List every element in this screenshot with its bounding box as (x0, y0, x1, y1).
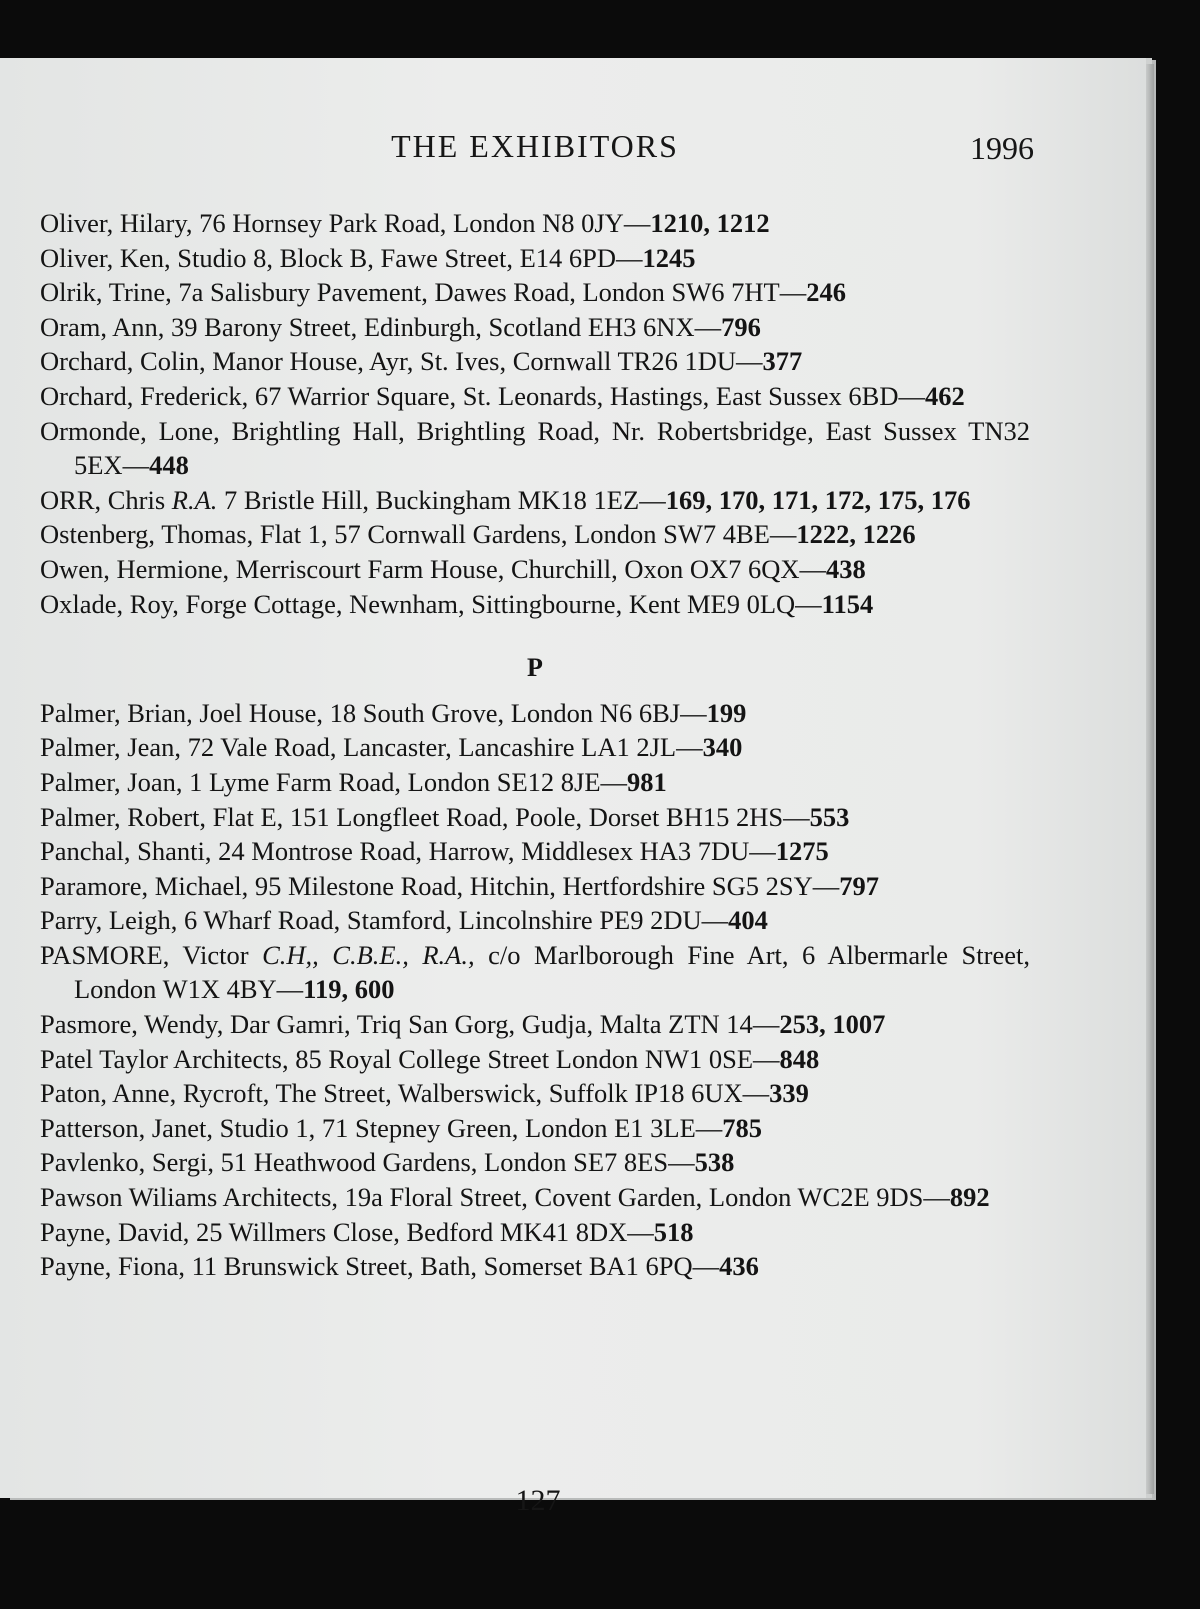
exhibitor-name: Pawson Wiliams Architects (40, 1182, 332, 1213)
exhibit-numbers: 1154 (821, 588, 874, 619)
exhibitor-entry: Panchal, Shanti, 24 Montrose Road, Harrow, Middlesex HA3 7DU—1275 (40, 836, 829, 867)
exhibitor-address: 1 Lyme Farm Road, London SE12 8JE (189, 766, 601, 797)
exhibitor-name: Pavlenko, Sergi (40, 1147, 208, 1178)
exhibitor-name: Payne, David (40, 1216, 183, 1247)
exhibitor-name: Palmer, Joan (40, 766, 176, 797)
book-page (0, 58, 1146, 1517)
exhibitor-entry: Palmer, Brian, Joel House, 18 South Grove, London N6 6BJ—199 (40, 697, 747, 728)
exhibit-numbers: 438 (826, 553, 866, 584)
exhibitor-entry: Payne, Fiona, 11 Brunswick Street, Bath, Somerset BA1 6PQ—436 (40, 1251, 759, 1282)
exhibitor-entry: Pavlenko, Sergi, 51 Heathwood Gardens, London SE7 8ES—538 (40, 1147, 735, 1178)
exhibitor-address: 51 Heathwood Gardens, London SE7 8ES (220, 1147, 669, 1178)
exhibitor-entry: Oxlade, Roy, Forge Cottage, Newnham, Sittingbourne, Kent ME9 0LQ—1154 (40, 588, 874, 619)
exhibitor-address: 19a Floral Street, Covent Garden, London WC2E 9DS (344, 1182, 924, 1213)
exhibitor-address: Rycroft, The Street, Walberswick, Suffolk IP18 6UX (182, 1078, 743, 1109)
exhibit-numbers: 448 (149, 450, 189, 481)
exhibitor-address: Studio 1, 71 Stepney Green, London E1 3LE (219, 1112, 696, 1143)
exhibitor-name: Paramore, Michael (40, 870, 242, 901)
exhibit-numbers: 339 (769, 1078, 809, 1109)
exhibitor-name: PASMORE, Victor (40, 939, 249, 970)
exhibitor-name: Patel Taylor Architects (40, 1043, 282, 1074)
exhibitor-entry: Paramore, Michael, 95 Milestone Road, Hitchin, Hertfordshire SG5 2SY—797 (40, 870, 880, 901)
exhibitor-address: 72 Vale Road, Lancaster, Lancashire LA1 2JL (187, 732, 677, 763)
exhibit-numbers: 796 (721, 311, 761, 342)
exhibit-numbers: 253, 1007 (779, 1009, 886, 1040)
exhibitor-address: 7 Bristle Hill, Buckingham MK18 1EZ (224, 484, 640, 515)
exhibit-numbers: 1245 (642, 242, 696, 273)
exhibitor-entry: Pasmore, Wendy, Dar Gamri, Triq San Gorg, Gudja, Malta ZTN 14—253, 1007 (40, 1009, 886, 1040)
exhibitor-entry: Owen, Hermione, Merriscourt Farm House, Churchill, Oxon OX7 6QX—438 (40, 553, 866, 584)
exhibitor-address: 24 Montrose Road, Harrow, Middlesex HA3 7DU (218, 836, 750, 867)
exhibitor-name: Palmer, Robert (40, 801, 200, 832)
exhibit-numbers: 199 (706, 697, 747, 728)
section-letter: P (527, 653, 543, 683)
exhibitor-address: Flat E, 151 Longfleet Road, Poole, Dorset BH15 2HS (212, 801, 784, 832)
exhibitor-name: Panchal, Shanti (40, 836, 205, 867)
exhibitor-address: Flat 1, 57 Cornwall Gardens, London SW7 4BE (259, 519, 770, 550)
exhibit-numbers: 892 (949, 1182, 990, 1213)
exhibitor-name: Palmer, Jean (40, 732, 175, 763)
exhibitor-name: Oliver, Hilary (40, 208, 186, 238)
exhibitor-name: Ormonde, Lone (40, 415, 214, 446)
exhibitor-address: Studio 8, Block B, Fawe Street, E14 6PD (177, 242, 617, 273)
exhibitor-name: Owen, Hermione (40, 553, 223, 584)
exhibitor-name: Oliver, Ken (40, 242, 165, 273)
exhibitor-address: Merriscourt Farm House, Churchill, Oxon OX7 6QX (235, 553, 800, 584)
exhibitor-entry: Oram, Ann, 39 Barony Street, Edinburgh, Scotland EH3 6NX—796 (40, 311, 761, 342)
exhibitor-name: ORR, Chris (40, 484, 166, 515)
exhibitor-address: 95 Milestone Road, Hitchin, Hertfordshire SG5 2SY (254, 870, 813, 901)
exhibitor-address: Dar Gamri, Triq San Gorg, Gudja, Malta ZTN 14 (229, 1009, 753, 1040)
exhibitor-name: Payne, Fiona (40, 1251, 179, 1282)
exhibitor-name: Orchard, Frederick (40, 380, 242, 411)
exhibitor-entry: Orchard, Colin, Manor House, Ayr, St. Ives, Cornwall TR26 1DU—377 (40, 346, 803, 377)
exhibitor-address: 76 Hornsey Park Road, London N8 0JY (199, 208, 624, 238)
exhibitor-address: 11 Brunswick Street, Bath, Somerset BA1 6PQ (191, 1251, 693, 1282)
exhibit-numbers: 169, 170, 171, 172, 175, 176 (665, 484, 971, 515)
exhibitor-name: Ostenberg, Thomas (40, 519, 247, 550)
exhibitor-name: Paton, Anne (40, 1078, 170, 1109)
exhibitor-entry: ORR, Chris R.A. 7 Bristle Hill, Buckingham MK18 1EZ—169, 170, 171, 172, 175, 176 (40, 484, 971, 515)
exhibitor-entry: Palmer, Robert, Flat E, 151 Longfleet Road, Poole, Dorset BH15 2HS—553 (40, 801, 850, 832)
exhibitor-title: C.H,, C.B.E., R.A., (262, 939, 475, 970)
exhibit-numbers: 1210, 1212 (650, 208, 770, 238)
exhibitor-entry: Patel Taylor Architects, 85 Royal College Street London NW1 0SE—848 (40, 1043, 820, 1074)
exhibit-numbers: 538 (694, 1147, 735, 1178)
header-year: 1996 (970, 130, 1034, 166)
exhibit-numbers: 518 (653, 1216, 694, 1247)
running-header (0, 128, 1146, 168)
exhibitor-name: Palmer, Brian (40, 697, 187, 728)
exhibit-numbers: 981 (627, 766, 667, 797)
exhibitor-address: Joel House, 18 South Grove, London N6 6BJ (199, 697, 681, 728)
exhibitor-name: Olrik, Trine (40, 277, 166, 308)
exhibitor-address: 7a Salisbury Pavement, Dawes Road, London SW6 7HT (178, 277, 780, 308)
exhibit-numbers: 785 (722, 1112, 763, 1143)
exhibitor-entry: Olrik, Trine, 7a Salisbury Pavement, Dawes Road, London SW6 7HT—246 (40, 277, 846, 308)
exhibitor-entry: Patterson, Janet, Studio 1, 71 Stepney Green, London E1 3LE—785 (40, 1112, 763, 1143)
exhibit-numbers: 404 (728, 905, 768, 936)
exhibitor-list-o (40, 206, 1030, 621)
exhibitor-entry: Palmer, Jean, 72 Vale Road, Lancaster, Lancashire LA1 2JL—340 (40, 732, 743, 763)
exhibitor-address: 25 Willmers Close, Bedford MK41 8DX (196, 1216, 628, 1247)
exhibitor-address: 85 Royal College Street London NW1 0SE (295, 1043, 754, 1074)
page-edge (1146, 64, 1154, 1494)
exhibit-numbers: 848 (779, 1043, 820, 1074)
exhibitor-name: Oxlade, Roy (40, 588, 173, 619)
exhibitor-name: Parry, Leigh (40, 905, 171, 936)
exhibitor-address: Forge Cottage, Newnham, Sittingbourne, Kent ME9 0LQ (185, 588, 796, 619)
exhibitor-entry: Oliver, Ken, Studio 8, Block B, Fawe Street, E14 6PD—1245 (40, 242, 696, 273)
exhibitor-entry: Orchard, Frederick, 67 Warrior Square, St. Leonards, Hastings, East Sussex 6BD—462 (40, 380, 965, 411)
exhibitor-entry: Paton, Anne, Rycroft, The Street, Walberswick, Suffolk IP18 6UX—339 (40, 1078, 809, 1109)
page-number: 127 (515, 1484, 561, 1517)
exhibitor-name: Pasmore, Wendy (40, 1009, 217, 1040)
exhibit-numbers: 119, 600 (303, 974, 395, 1005)
exhibit-numbers: 377 (762, 346, 803, 377)
exhibitor-name: Patterson, Janet (40, 1112, 207, 1143)
exhibit-numbers: 436 (719, 1251, 759, 1282)
exhibitor-name: Oram, Ann (40, 311, 158, 342)
exhibit-numbers: 246 (806, 277, 846, 308)
exhibitor-entry: Parry, Leigh, 6 Wharf Road, Stamford, Lincolnshire PE9 2DU—404 (40, 905, 768, 936)
exhibit-numbers: 1275 (775, 836, 829, 867)
exhibitor-entry: Payne, David, 25 Willmers Close, Bedford MK41 8DX—518 (40, 1216, 694, 1247)
exhibit-numbers: 462 (924, 380, 965, 411)
exhibit-numbers: 1222, 1226 (796, 519, 916, 550)
exhibitor-entry: Ostenberg, Thomas, Flat 1, 57 Cornwall Gardens, London SW7 4BE—1222, 1226 (40, 519, 916, 550)
exhibit-numbers: 553 (809, 801, 850, 832)
exhibitor-entry: Oliver, Hilary, 76 Hornsey Park Road, London N8 0JY—1210, 1212 (40, 208, 770, 238)
exhibitor-entry: PASMORE, Victor C.H,, C.B.E., R.A., c/o Marlborough Fine Art, 6 Albermarle Street, London W1X 4BY—119, 600 (40, 939, 1030, 1005)
exhibitor-entry: Pawson Wiliams Architects, 19a Floral Street, Covent Garden, London WC2E 9DS—892 (40, 1182, 990, 1213)
exhibitor-entry: Palmer, Joan, 1 Lyme Farm Road, London SE12 8JE—981 (40, 766, 667, 797)
exhibitor-address: 67 Warrior Square, St. Leonards, Hastings, East Sussex 6BD (254, 380, 899, 411)
exhibitor-address: Brightling Hall, Brightling Road, Nr. Robertsbridge, East Sussex TN32 5EX (74, 415, 1030, 481)
exhibitor-address: 39 Barony Street, Edinburgh, Scotland EH3 6NX (171, 311, 695, 342)
exhibitor-entry: Ormonde, Lone, Brightling Hall, Brightling Road, Nr. Robertsbridge, East Sussex TN32 5EX—448 (40, 415, 1030, 481)
exhibitor-name: Orchard, Colin (40, 346, 199, 377)
exhibitor-address: 6 Wharf Road, Stamford, Lincolnshire PE9 2DU (184, 905, 702, 936)
exhibitor-title: R.A. (171, 484, 218, 515)
exhibit-numbers: 797 (839, 870, 880, 901)
exhibitor-list (40, 206, 1030, 1284)
exhibitor-address: c/o Marlborough Fine Art, 6 Albermarle Street, London W1X 4BY (74, 939, 1030, 1005)
exhibit-numbers: 340 (702, 732, 743, 763)
exhibitor-address: Manor House, Ayr, St. Ives, Cornwall TR26 1DU (212, 346, 736, 377)
exhibitor-list-p (40, 696, 1030, 1284)
header-title: THE EXHIBITORS (391, 128, 679, 164)
